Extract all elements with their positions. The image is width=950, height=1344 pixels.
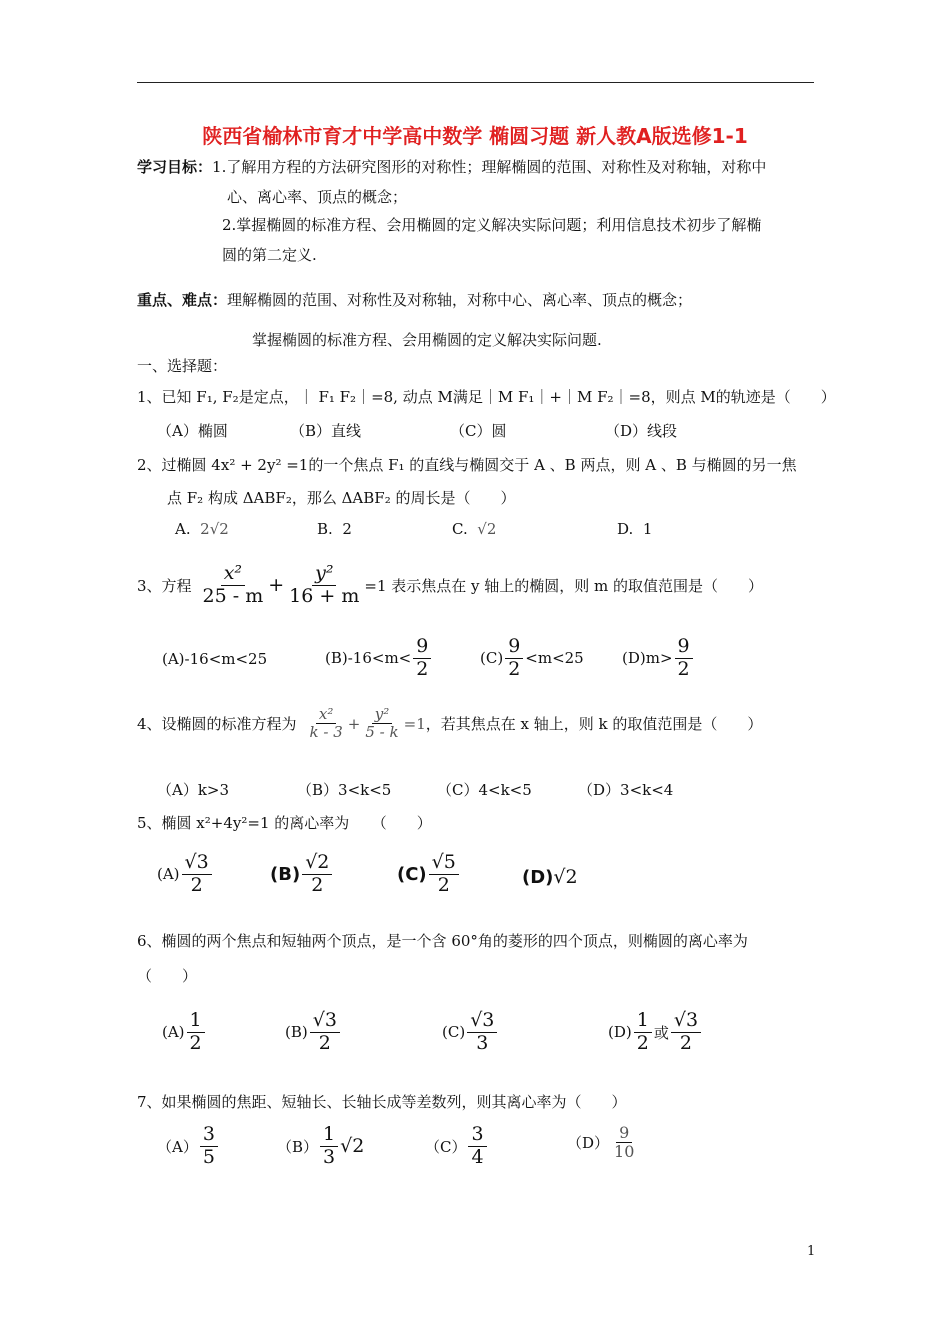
q3-stem: 3、方程 $\frac{\text{x²}}{25 - m}$ + $\frac{\text{y²}}{16 + m}$ =1 表示焦点在 y 轴上的椭圆，则 m 的取值范围是（ ） <box>137 562 764 607</box>
q7-option-a: （A） $\frac{3}{5}$ <box>157 1124 220 1169</box>
q2-option-c: C. √2 <box>452 520 497 538</box>
q1-stem: 1、已知 F₁, F₂是定点，｜ F₁ F₂｜=8, 动点 M满足｜M F₁｜+｜M F₂｜=8，则点 M的轨迹是（ ） <box>137 388 836 406</box>
q1-option-d: （D）线段 <box>605 422 678 440</box>
q3-fraction-x: $\frac{\text{x²}}{25 - m}$ <box>202 562 264 607</box>
goals-label: 学习目标 <box>137 158 198 176</box>
q5-stem: 5、椭圆 x²+4y²=1 的离心率为 （ ） <box>137 814 432 832</box>
q2-stem2: 点 F₂ 构成 ΔABF₂，那么 ΔABF₂ 的周长是（ ） <box>167 489 516 507</box>
q5-option-c: (C) $\frac{√5}{2}$ <box>397 852 461 897</box>
q2-option-a: A. 2√2 <box>175 520 229 538</box>
goals-line1b: 心、离心率、顶点的概念； <box>227 188 408 206</box>
q7-option-b: （B） $\frac{1}{3}$ √2 <box>277 1123 365 1168</box>
q3-option-b: (B)-16<m< $\frac{9}{2}$ <box>325 636 433 681</box>
q6-stem1: 6、椭圆的两个焦点和短轴两个顶点，是一个含 60°角的菱形的四个顶点，则椭圆的离心率为 <box>137 932 748 950</box>
page-number: 1 <box>807 1244 816 1259</box>
q5-option-d: (D)√2 <box>522 866 578 888</box>
q6-stem2: （ ） <box>137 967 198 985</box>
goals-line1a: 1.了解用方程的方法研究图形的对称性；理解椭圆的范围、对称性及对称轴，对称中 <box>212 158 767 176</box>
q2-stem1: 2、过椭圆 4x² + 2y² =1的一个焦点 F₁ 的直线与椭圆交于 A 、B 两点，则 A 、B 与椭圆的另一焦 <box>137 456 797 474</box>
q2-option-d: D. 1 <box>617 520 653 538</box>
key-line2: 掌握椭圆的标准方程、会用椭圆的定义解决实际问题. <box>252 331 602 349</box>
document-title: 陕西省榆林市育才中学高中数学 椭圆习题 新人教A版选修1-1 <box>202 124 748 148</box>
key-block: 重点、难点：理解椭圆的范围、对称性及对称轴，对称中心、离心率、顶点的概念； <box>137 291 693 309</box>
q1-option-a: （A）椭圆 <box>157 422 228 440</box>
q3-option-a: (A)-16<m<25 <box>162 650 268 668</box>
key-line1: 理解椭圆的范围、对称性及对称轴，对称中心、离心率、顶点的概念； <box>227 291 693 309</box>
q6-option-b: (B) $\frac{√3}{2}$ <box>285 1010 342 1055</box>
q7-option-d: （D） $\frac{9}{10}$ <box>567 1123 635 1162</box>
q4-option-a: （A）k>3 <box>157 781 230 799</box>
key-label: 重点、难点 <box>137 291 213 309</box>
q4-option-d: （D）3<k<4 <box>578 781 674 799</box>
q1-option-b: （B）直线 <box>290 422 362 440</box>
q4-fraction-x: $\frac{\text{x²}}{k - 3}$ <box>309 705 343 742</box>
q7-option-c: （C） $\frac{3}{4}$ <box>425 1124 489 1169</box>
q6-option-a: (A) $\frac{1}{2}$ <box>162 1010 207 1055</box>
q5-option-b: (B) $\frac{√2}{2}$ <box>270 852 334 897</box>
goals-block: 学习目标：1.了解用方程的方法研究图形的对称性；理解椭圆的范围、对称性及对称轴，对称中 <box>137 158 767 176</box>
q4-option-c: （C）4<k<5 <box>437 781 532 799</box>
q4-stem: 4、设椭圆的标准方程为 $\frac{\text{x²}}{k - 3}$ + $\frac{\text{y²}}{5 - k}$ =1 ，若其焦点在 x 轴上，则 k 的取值范围是（ ） <box>137 705 763 742</box>
q4-fraction-y: $\frac{\text{y²}}{5 - k}$ <box>365 705 399 742</box>
goals-line2b: 圆的第二定义. <box>222 246 317 264</box>
q7-stem: 7、如果椭圆的焦距、短轴长、长轴长成等差数列，则其离心率为（ ） <box>137 1093 627 1111</box>
q3-fraction-y: $\frac{\text{y²}}{16 + m}$ <box>289 562 360 607</box>
q2-option-b: B. 2 <box>317 520 352 538</box>
q3-option-c: (C) $\frac{9}{2}$ <m<25 <box>480 635 584 680</box>
section-heading: 一、选择题： <box>137 357 228 375</box>
header-rule <box>137 82 814 83</box>
q4-option-b: （B）3<k<5 <box>297 781 392 799</box>
goals-line2a: 2.掌握椭圆的标准方程、会用椭圆的定义解决实际问题；利用信息技术初步了解椭 <box>222 216 762 234</box>
q1-option-c: （C）圆 <box>450 422 507 440</box>
q3-option-d: (D)m> $\frac{9}{2}$ <box>622 636 695 681</box>
q6-option-c: (C) $\frac{√3}{3}$ <box>442 1010 499 1055</box>
q5-option-a: (A) $\frac{√3}{2}$ <box>157 852 214 897</box>
q6-option-d: (D) $\frac{1}{2}$ 或 $\frac{√3}{2}$ <box>608 1010 703 1055</box>
